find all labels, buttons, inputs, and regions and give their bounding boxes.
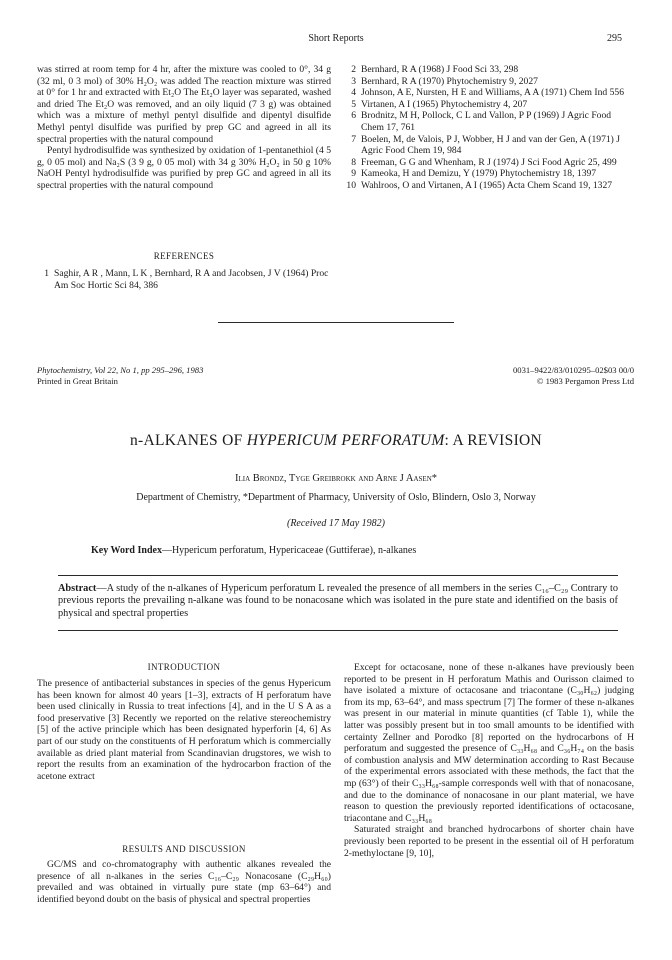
journal-info-left — [37, 365, 337, 386]
reference-number: 7 — [351, 133, 356, 145]
reference-number: 3 — [351, 75, 356, 87]
reference-text: Brodnitz, M H, Pollock, C L and Vallon, P P (1969) J Agric Food Chem 17, 761 — [361, 110, 612, 133]
reference-text: Johnson, A E, Nursten, H E and Williams, A A (1971) Chem Ind 556 — [361, 87, 624, 99]
abstract-bottom-rule — [58, 630, 618, 631]
reference-item — [344, 168, 634, 180]
right-paragraph-2: Saturated straight and branched hydrocarbons of shorter chain have previously been reported to be present in the essential oil of H perforatum 2-methyloctane [9, 10], — [344, 824, 634, 859]
results-paragraph: GC/MS and co-chromatography with authentic alkanes revealed the presence of all n-alkanes in the series C₁₆–C₂₉ Nonacosane (C₂₉H₆₀) prevailed and was obtained in virtually pure state (mp 63–64°) and identified beyond doubt on the basis of physical and spectral properties — [37, 859, 331, 905]
running-head-title: Short Reports — [308, 33, 364, 44]
reference-number: 4 — [351, 87, 356, 99]
continued-paragraph-2: Pentyl hydrodisulfide was synthesized by oxidation of 1-pentanethiol (4 5 g, 0 05 mol) and Na₂S (3 9 g, 0 05 mol) with 34 g 30% H₂O₂ in 50 g 10% NaOH Pentyl hydrodisulfide was purified by prep GC and agreed in all its spectral properties with the natural compound — [37, 145, 331, 191]
affiliation: Department of Chemistry, *Department of Pharmacy, University of Oslo, Blindern, Oslo 3, Norway — [136, 492, 536, 503]
results-heading: RESULTS AND DISCUSSION — [122, 844, 246, 854]
continued-text — [37, 64, 331, 192]
received-date: (Received 17 May 1982) — [286, 518, 385, 529]
reference-number: 5 — [351, 98, 356, 110]
issn-code: 0031–9422/83/010295–02$03 00/0 — [512, 365, 634, 375]
reference-number: 8 — [351, 156, 356, 168]
keywords-label: Key Word Index — [91, 545, 162, 556]
title-suffix: : A REVISION — [444, 432, 543, 449]
article-title — [0, 432, 672, 450]
reference-number: 2 — [351, 64, 356, 75]
reference-text: Kameoka, H and Demizu, Y (1979) Phytochemistry 18, 1397 — [361, 168, 597, 180]
references-left-list — [37, 268, 331, 291]
right-column-text — [344, 662, 634, 859]
copyright: © 1983 Pergamon Press Ltd — [536, 375, 634, 386]
reference-item — [344, 134, 634, 157]
reference-item — [344, 87, 634, 99]
reference-text: Wahlroos, O and Virtanen, A I (1965) Acta Chem Scand 19, 1327 — [361, 179, 613, 191]
abstract-label: Abstract — [58, 583, 97, 594]
page-number: 295 — [607, 33, 622, 44]
reference-item — [344, 157, 634, 169]
keywords-text: —Hypericum perforatum, Hypericaceae (Guttiferae), n-alkanes — [161, 545, 417, 556]
reference-item — [344, 99, 634, 111]
right-paragraph-1: Except for octacosane, none of these n-alkanes have previously been reported to be present in H perforatum Mathis and Ourisson claimed to have isolated a mixture of octacosane and triacontane (C₃₀H₆₂) judging from its mp, 63–64°, and mass spectrum [7] The former of these n-alkanes was present in our material in minute quantities (cf Table 1), while the latter was possibly present but in too small amounts to be identified with certainty Zellner and Porodko [8] reported on the hydrocarbons of H perforatum and suggested the presence of C₃₃H₆₈ and C₃₆H₇₄ on the basis of combustion analysis and MW determination according to Rast Because of the experimental errors associated with these methods, the fact that the mp (63°) of their C₃₃H₆₈-sample corresponds well with that of nonacosane, and due to the dominance of nonacosane in our plant material, we have reason to question the previously reported identifications of octacosane, triacontane and C₃₃H₆₈ — [344, 662, 634, 824]
reference-item — [344, 64, 634, 76]
section-divider — [218, 322, 454, 323]
introduction-paragraph: The presence of antibacterial substances in species of the genus Hypericum has been known for almost 40 years [1–3], extracts of H perforatum have been used clinically in Russia to treat infections [4], and in the U S A as a food preservative [3] Recently we reported on the relative stereochemistry [5] of the active principle which has been designated hyperforin [4, 6] As part of our study on the constituents of H perforatum which is commercially available as dried plant material from Scandinavian drugstores, we wish to report the results from an examination of the hydrocarbon fraction of the acetone extract — [37, 678, 331, 782]
reference-number: 10 — [346, 179, 356, 191]
reference-item — [344, 180, 634, 192]
reference-text: Boelen, M, de Valois, P J, Wobber, H J and van der Gen, A (1971) J Agric Food Chem 19, 984 — [361, 133, 621, 157]
abstract-top-rule — [58, 575, 618, 576]
reference-item — [344, 110, 634, 133]
reference-text: Freeman, G G and Whenham, R J (1974) J Sci Food Agric 25, 499 — [361, 156, 617, 168]
results-text — [37, 859, 331, 905]
reference-number: 9 — [351, 168, 356, 180]
reference-item — [37, 268, 331, 291]
title-prefix: n-ALKANES OF — [129, 432, 247, 449]
abstract-text: —A study of the n-alkanes of Hypericum perforatum L revealed the presence of all members in the series C₁₆–C₂₉ Contrary to previous reports the prevailing n-alkane was found to be nonacosane which was isolated in the pure state and identified on the basis of physical and spectral properties — [58, 583, 618, 619]
printed-in: Printed in Great Britain — [37, 375, 118, 386]
reference-text: Bernhard, R A (1968) J Food Sci 33, 298 — [361, 64, 519, 75]
journal-info-right — [336, 365, 634, 386]
abstract — [58, 583, 618, 620]
reference-text: Bernhard, R A (1970) Phytochemistry 9, 2027 — [361, 75, 538, 87]
reference-text: Virtanen, A I (1965) Phytochemistry 4, 207 — [361, 98, 528, 110]
reference-number: 1 — [44, 268, 49, 279]
reference-text: Saghir, A R , Mann, L K , Bernhard, R A and Jacobsen, J V (1964) Proc Am Soc Hortic Sci 84, 386 — [54, 268, 329, 291]
title-italic: HYPERICUM PERFORATUM — [246, 432, 445, 449]
introduction-text — [37, 678, 331, 782]
references-heading: REFERENCES — [153, 251, 215, 261]
continued-paragraph-1: was stirred at room temp for 4 hr, after the mixture was cooled to 0°, 34 g (32 ml, 0 3 mol) of 30% H₂O₂ was added The reaction mixture was stirred at 0° for 1 hr and extracted with Et₂O The Et₂O layer was separated, washed and dried The Et₂O was removed, and an oily liquid (7 3 g) was obtained which was a mixture of methyl pentyl disulfide and dipentyl disulfide Methyl pentyl disulfide was purified by prep GC and agreed in all its spectral properties with the natural compound — [37, 64, 331, 145]
authors: Ilia Brondz, Tyge Greibrokk and Arne J Aasen* — [234, 473, 438, 484]
introduction-heading: INTRODUCTION — [147, 662, 221, 672]
reference-item — [344, 76, 634, 88]
reference-number: 6 — [351, 110, 356, 122]
references-right-list — [344, 64, 634, 192]
keyword-index — [91, 545, 416, 556]
journal-citation: Phytochemistry, Vol 22, No 1, pp 295–296, 1983 — [37, 365, 204, 375]
